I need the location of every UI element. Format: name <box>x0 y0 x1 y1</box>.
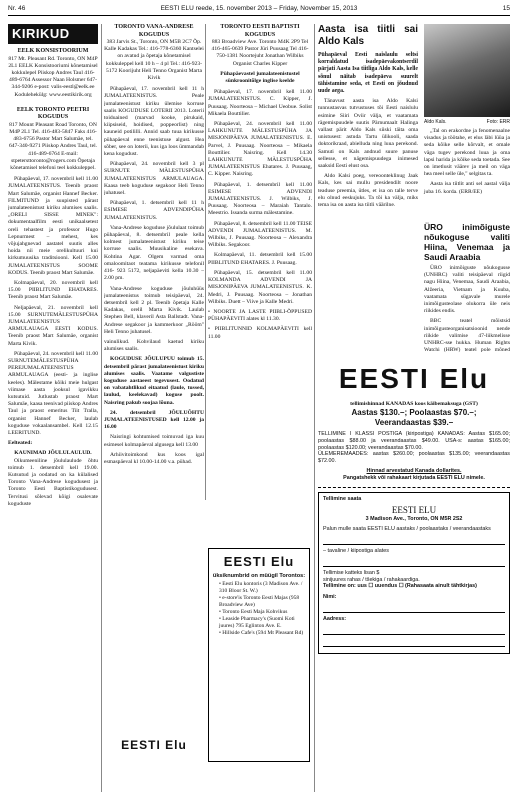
photo-caption <box>424 119 510 125</box>
article-paragraph: ÜRO inimõiguste nõukogusse (UNHRC) valiti teisipäeval riigid nagu Hiina, Venemaa, Saudi Araabia, Alžeeria, Vietnam ja Kuuba, vaatamata sügavale murele inimõigusteolase olukorra üle neis riikides endis. <box>424 265 510 315</box>
list-item: • Toronto Eesti Maja Kohvikus <box>219 609 288 615</box>
form-line: Palun mulle saata EESTI ELU aastaks / poolaastaks / veerandaastaks <box>323 526 491 533</box>
church-info: 883 Broadview Ave. Toronto M4K 2P9 Tel 416-465-0639 Pastor Jüri Puusaag Tel 416-750-1381 Noortejuht Jonathan Wilbiks Organist Charles Kipper <box>211 39 309 67</box>
form-line: sinijuures rahas / tšekiga / rahakaardiga. <box>323 576 420 583</box>
subheading: KAUNIMAD JÕULULAULUD. <box>14 450 92 457</box>
page-header <box>8 5 510 15</box>
notice: Pühapäeval, 24. novembril kell 3 pl SURNUTE MÄLESTUSPÜHA JUMALATEENISTUS ARMULAUAGA. Kaasa teeb koguduse segakoor Heli Tenno juhatusel. <box>104 161 204 197</box>
form-title: Tellimine saata <box>323 495 362 502</box>
notice: • PIIBLITUNNID KOLMAPÄEVITI kell 11.00 <box>208 326 312 340</box>
article-paragraph: Aldo Kalsi poeg, vereoonteklinug Jaak Kals, kes sai mullu presidendilt noore teaduse preemia, ütles, et isa on talle terve elu olnud eeskujuks. Ta tõi ka välja, miks tema isa on aasta isa tiitli väärilne. <box>318 173 418 209</box>
eesti-elu-logo: EESTI Elu <box>223 554 295 569</box>
notice: Oikumeeniline jõululaulude õhtu toimub 1. detsembril kell 19.00. Kutsutud ja oodatud on ka külalised Toronto Vana-Andrese kogudusest ja Toronto Eesti Baptistikogudusest. Tervitusi sõlevad kõigi osalevate koguduste <box>8 457 98 507</box>
cut-line <box>318 487 510 488</box>
article-paragraph: Aasta isa tiitlit anti sel aastal välja juba 16. korda. (ERR/EE) <box>424 181 510 195</box>
column-vana-andrese <box>104 24 204 732</box>
article2 <box>424 222 510 354</box>
church-info: 817 Mount Pleasant Road Toronto, ON M4P 2L1 Tel. 416-483-5847 Faks 416-483-6756 Pastor Mart Salumäe, tel. 647-340-9271 Piiskop Andres Taul, tel. 416-489-6764 E-mail: stpetersttoronto@rogers.com Õpetaja kõnetamisel telefoni teel kokkuleppel. <box>8 121 98 171</box>
notice: Vana-Andrese koguduse jõuluhüüs jumalateenistus toimub teisipäeval, 24. detsembril kell 2 pl. Teenib õpetaja Kalle Kadakas, orelil Marta Kivik. Laulab Stephen Bell, klaveril Asta Ballstadt. Vana-Andrese segakoor ja kammerkoor „Rööm" Heli Tenno juhatusel. <box>104 285 204 335</box>
form-line: Tellimise katteks lisan $ <box>323 569 380 576</box>
price-details: TELLIMINE I KLASSI POSTIGA (kiripostiga) KANADAS: Aastas $165.00; poolaastas $88.00 ja veerandaastas $49.00. USA-s: aastas $165.00; poolaastas $120.00; veerandaastas $70.00. <box>318 431 510 451</box>
price-details: ÜLEMEREMAADES: aastas $260.00; poolaastas $135.00; veerandaastas $72.00. <box>318 451 510 465</box>
article-body <box>318 52 418 212</box>
newsstand-ad <box>208 548 310 762</box>
church-info: 817 Mt. Pleasant Rd. Toronto, ON M4P 2L1 EELK Konsistooriumi kõnetamisel kokkulepel Piiskop Andres Taul 416-489-6764 Assessor Naan Holsmer 647-344-9206 e-post: valis-eestl@eelk.ee Kodulehekülg: www.eestikirik.org <box>8 55 98 98</box>
list-item: • Hillside Cafe's (594 Mt Pleasant Rd) <box>219 630 304 636</box>
list-item: • e-store'is Toronto Eesti Majas (958 Broadview Ave) <box>219 595 300 608</box>
page-number: 15 <box>502 5 510 12</box>
list-item: • Leaside Pharmacy's (Suomi Koti juures) 795 Eglinton Ave. E. <box>219 616 295 629</box>
notice: Pühapäeval, 15. detsembril kell 11.00 KOLMANDA ADVENDI JA MISJONIPÄEVA JUMALATEENISTUS. K. Medri, J. Puusaag. Noorteosa – Jonathan Wilbiks. Duett – Viive ja Kalle Medri. <box>208 269 312 305</box>
notice: Pühapäeval, 17. novembril kell 11 h JUMALATEENISTUS. Peale jumalateenistust kiriku ülemise korruse saalis KOGUDUSE LOTERII 2013. Loterii toiduained (marvad kooke, pirukaid, kiipsiseid, hoidised, poppeorlist) ning kauneid potililli. Annid saab tuua kirikusse pühapäeval enne teenistuse algust. Hea sõber, see on loterii, kus iga loos ümmandab kena kogudust. <box>104 86 204 158</box>
header-rule <box>8 15 510 16</box>
form-field[interactable] <box>323 558 505 567</box>
list-item: • Eesti Elu kontoris (3 Madison Ave. / 310 Bloor St. W.) <box>219 581 303 594</box>
header-dateline: EESTI ELU reede, 15. november 2013 – Friday, November 15, 2013 <box>160 5 358 12</box>
currency-note: Hinnad arvestatud Kanada dollarites. <box>366 467 462 474</box>
form-logo: EESTI ELU <box>391 505 437 516</box>
notice: Pühapäeval, 24. novembril kell 11.00 SURNUTEMÄLESTUSPÜHA PEREJUMALATEENISTUS ARMULAUAGA (eesti- ja inglise keeles). Mälestame kõiki meie hulgast viimase aasta jooksul igavikku kutsutuid. Jutlustab praost Mart Salumäe, kaasa teenivad piiskop Andres Taul ja praost emeritus Tiit Tralla, organist Hannef Becker, laulab koguduse vokaalansambel. Kell 12.15 LEERITUND. <box>8 350 98 437</box>
article2-title: ÜRO inimõiguste nõukoguse valiti Hiina, Venemaa ja Saudi Araabia <box>424 222 510 262</box>
church-info: Pühapäevastel jumalateenistustel sünkroonitõlge inglise keelde <box>220 70 300 85</box>
ad-heading: üksiknumbrid on müügil Torontos: <box>212 573 306 579</box>
church-name: TORONTO EESTI BAPTISTI KOGUDUS <box>220 24 300 38</box>
notice: Pühapäeval, 17. novembril kell 11.00 JUMALATEENISTUS. Teenib praost Mart Salumäe, organist Hannef Becker. FILMITUND ja suupisted pärast jumalateenistust kiriku alumises saalis. „ORELI SISSE MINEK": dokumentaalfilm eesti unikaalsetest oreli tehastest ja professor Hugo Lepnurmest – mehest, kes võjujahgnevad aastatel suutis alles hoida nii meie orelikultuuri kui kirkumuusika traditsiooni. Kell 15.00 JUMALATEENISTUS SOOME KODUS. Teenib praost Mart Salumäe. <box>8 176 98 276</box>
article-paragraph: Tänavust aasta isa Aldo Kalsi tunnustasvas tutvustuses tõi Eesti naislulu esimine Siiri Oviir välja, et vaatamata rägemispuudele suutis Pärnumaalt Halinga vallast pärit Aldo Kals siiski täita oma unistusest: astuda Tartu ülikooli, saada doktorikraad, abielluda ning luua perekond. Samuti on Kals andnud suure panuse sellesse, et nägemispuudega inimesed saaksid Eesti elust osa. <box>318 98 418 170</box>
article-title: Aasta isa tiitli sai Aldo Kals <box>318 24 418 47</box>
subheading: Eelteated: <box>8 440 33 447</box>
notice: Kolmapäeval, 20. novembril kell 15.00 PIIBLITUND EHATARES. Teenib praost Mart Salumäe. <box>8 279 98 301</box>
issue-number: Nr. 46 <box>8 5 26 12</box>
price-line: Aastas $130.–; Poolaastas $70.–; <box>351 408 477 417</box>
church-name: EELK TORONTO PEETRI KOGUDUS <box>16 106 90 121</box>
notice: Pühapäeval, 8. detsembril kell 11.00 TEISE ADVENDI JUMALATEENISTUS. M. Wilbiks, J. Puusaag. Noorteosa – Alexandra Wilbiks. Segakoor. <box>208 220 312 249</box>
notice: Pühapäeval, 17. novembril kell 11.00 JUMALATEENISTUS. C. Kipper, J. Puusaag. Noorteosa – Michael Ueobue. Solist Mikaela Bouttilier. <box>208 89 312 117</box>
price-intro: tellimishinnad KANADAS koos käibemaksuga (GST) <box>350 401 478 407</box>
name-label: Nimi: <box>323 594 337 601</box>
notice: Pühapäeval, 1. detsembril kell 11.00 ESIMESE ADVENDI JUMALATEENISTUS. J. Wilbiks, J. Puusaag. Noorteosa – Maraiah Tantalo. Meestrio. Issanda surma mälestamine. <box>208 181 312 217</box>
church-name: TORONTO VANA-ANDRESE KOGUDUS <box>114 24 194 38</box>
address-field[interactable] <box>323 638 505 647</box>
subscription-ad <box>318 355 510 781</box>
vendor-list <box>209 581 309 637</box>
article-paragraph: „Tal on erakordne ja fenomenaalne visadus ja töötahe, et elus läbi lüüa ja seda kõike selle kõrvalt, et omale väga tugev perekond luua ja oma lapsi harida ja kõike seda toetada. See on imetlusit väärev ja meil on väga hea meel selle üle," selgitas ta. <box>424 128 510 178</box>
eesti-elu-logo: EESTI Elu <box>121 738 187 752</box>
column-eelk <box>8 24 98 794</box>
notice: Pühapäeval, 24. novembril kell 11.00 LAHKUNUTE MÄLESTUSPÜHA JA MISJONIPÄEVA JUMALATEENISTUS. E. Parvel, J. Puusaag. Noorteosa – Mikaela Bouttilier. Naisring. Kell 14.30 LAHKUNUTE MÄLESTUSPÜHA JUMALATEENISTUS Ehatares. J. Puusaag, C. Kipper. Naisring. <box>208 121 312 178</box>
column-divider <box>205 24 206 500</box>
column-divider <box>314 24 315 792</box>
church-name: EELK KONSISTOORIUM <box>17 48 89 54</box>
address-label: Aadress: <box>323 615 347 622</box>
form-field[interactable] <box>323 536 505 545</box>
payment-note: Pangatshekk või rahakaart kirjutada EESTI ELU nimele. <box>343 474 485 481</box>
article-paragraph: BBC teatel mõistsid inimõigusteorganisatsioonid nende riikide valimise 47-liikmelisse UNHRC-sse hukka. Human Rights Watchi (HRW) teatel pole mõned <box>424 318 510 354</box>
price-line: Veerandaastas $39.– <box>374 417 454 427</box>
notice: • NOORTE JA LASTE PIIBLI-ÕPPUSED PÜHAPÄEVITI alates kl 11.30. <box>208 308 312 323</box>
notice: 24. detsembril JÕULUÕHTU JUMALATEENISTUSED kell 12.00 ja 16.00 <box>104 409 204 431</box>
article-body-continued <box>424 128 510 199</box>
address-field[interactable] <box>323 626 505 635</box>
notice: Vana-Andrese koguduse jõululaat toimub pühapäeval, 8. detsembril peale kella kolmest jumalateenistust kiriku teise korruse saalis. Muusikaline esekava. Kohtina Agar. Olgem varmad oma omaloomitaot teatama kirikusse telefonil 416- 923 5172, neljapäeviti kella 10.30 – 2.00 pm. <box>104 224 204 282</box>
subscription-form <box>318 492 510 654</box>
notice: Kolmapäeval, 11. detsembril kell 15.00 PIIBLITUND EHATARES. J. Puusaag. <box>208 252 312 266</box>
form-address: 3 Madison Ave., Toronto, ON M5R 2S2 <box>365 516 463 523</box>
notice: Pühapäeval, 1. detsembril kell 11 h ESIMESE ADVENDIPÜHA JUMALATEENISTUS. <box>104 200 204 221</box>
notice: Neljapäeval, 21. novembril kell 15.00 SURNUTEMÄLESTUSPÜHA JUMALATEENISTUS ARMULAUAGA EESTI KODUS. Teenib praost Mart Salumäe, organist Marta Kivik. <box>8 304 98 347</box>
notice: vainulikud. Kohvilaud kaetud kiriku alumises saalis. <box>104 338 204 353</box>
notice: KOGUDUSE JÕULUPUU toimub 15. detsembril pärast jumalateenistust kiriku alumises saalis. Vaatame valgustiste koguduse aastaeest tegevusest. Oodatud on vabatahtlikud eitaatud (laule, tussed, laulud, keelekavad) koguse poolt. Naisring pakub soojaa lõuna. <box>104 356 204 406</box>
form-line: Tellimine on: uus ☐ uuendus ☐ (Rahasaata ainult tähtkirjas) <box>323 583 477 590</box>
column-baptist <box>208 24 312 542</box>
notice: Arhiivitoimkond kus koos igal esmaspäeval kl 10.00-14.00 v.a. pühad. <box>104 451 204 465</box>
section-title-kirikud: KIRIKUD <box>8 24 98 44</box>
church-info: 383 Jarvis St., Toronto, ON M5B 2C7 Õp. Kalle Kadakas Tel.: 416-778-6360 Kantselei on avatud ja õpetaja kõnetamisel kokkuleppel kell 10 h – 4 pl Tel.: 416-923-5172 Koorijuht Heli Tenno Organist Marta Kivik <box>104 39 204 82</box>
notice: Naisringi kohtumised toimuvad iga kuu esimesel kolmapäeval algusega kell 13.00 <box>104 434 204 448</box>
photo-credit: Foto: ERR <box>486 119 510 125</box>
name-field[interactable] <box>323 604 505 613</box>
article-lead: Pühapäeval Eesti naislaulu seltsi korraldatud isadepäevakontserdil pärjati Aasta Isa tiitliga Aldo Kals, kelle sõnul näitab isadepäeva suurelt tähistamine seda, et Eesti on jõudnud uude aega. <box>318 52 418 95</box>
form-line: – tavaline / kiipostiga alates <box>323 547 389 554</box>
column-divider <box>101 24 102 792</box>
eesti-elu-logo: EESTI Elu <box>338 363 490 394</box>
caption-text: Aldo Kals. <box>424 119 447 125</box>
portrait-photo <box>424 24 510 117</box>
